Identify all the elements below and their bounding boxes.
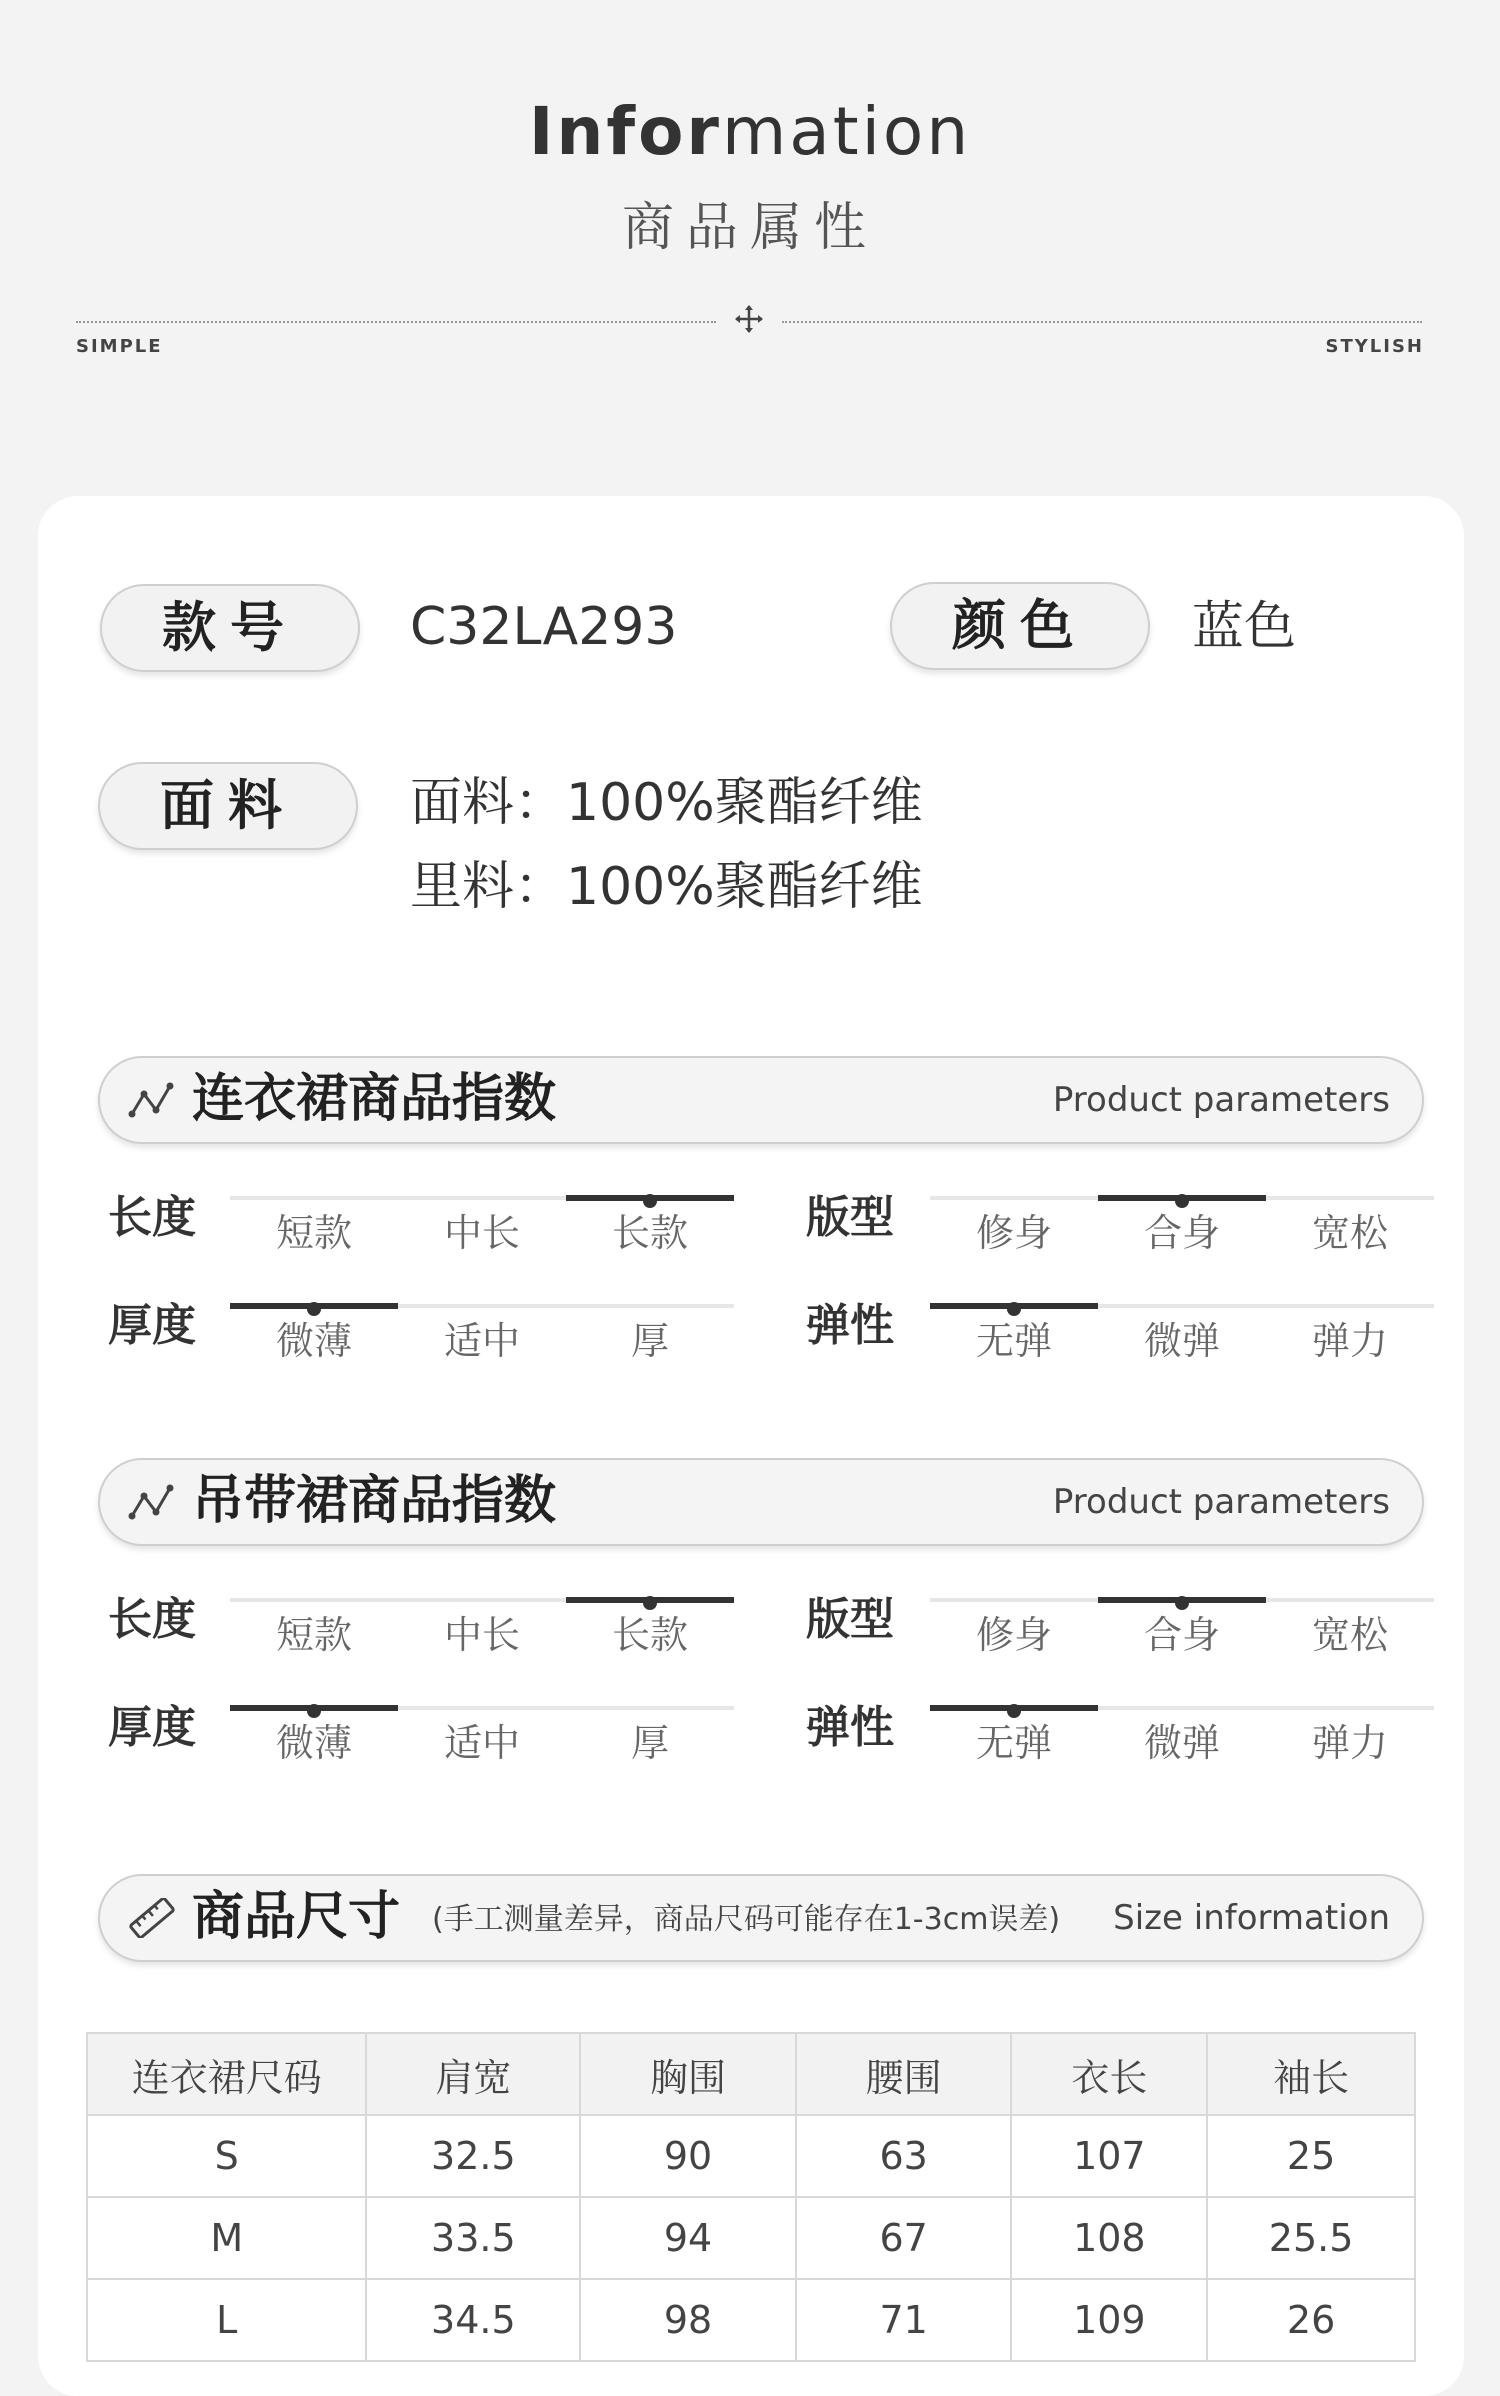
trend-icon bbox=[128, 1482, 176, 1522]
style-number-pill: 款号 bbox=[100, 584, 360, 672]
elastic-scale bbox=[930, 1304, 1434, 1384]
scale-selected-dot bbox=[1175, 1596, 1189, 1610]
table-cell: 34.5 bbox=[366, 2279, 580, 2361]
size-table-header bbox=[87, 2033, 1415, 2115]
table-cell: S bbox=[87, 2115, 366, 2197]
table-cell: 25 bbox=[1207, 2115, 1415, 2197]
header-sleeve: 袖长 bbox=[1207, 2033, 1415, 2115]
table-cell: L bbox=[87, 2279, 366, 2361]
scale-option: 修身 bbox=[975, 1613, 1052, 1657]
header-title: Information bbox=[528, 93, 972, 170]
dress-index-title: 连衣裙商品指数 bbox=[192, 1069, 557, 1129]
scale-option: 微薄 bbox=[275, 1319, 352, 1363]
elastic-label: 弹性 bbox=[806, 1300, 894, 1351]
divider-left bbox=[76, 321, 716, 323]
table-cell: 25.5 bbox=[1207, 2197, 1415, 2279]
scale-option: 微薄 bbox=[275, 1721, 352, 1765]
length-scale bbox=[230, 1196, 734, 1276]
table-cell: 98 bbox=[580, 2279, 796, 2361]
simple-tag: SIMPLE bbox=[76, 336, 163, 357]
scale-option: 长款 bbox=[611, 1211, 688, 1255]
scale-option: 短款 bbox=[275, 1211, 352, 1255]
scale-option: 长款 bbox=[611, 1613, 688, 1657]
table-cell: 33.5 bbox=[366, 2197, 580, 2279]
length-label: 长度 bbox=[108, 1594, 196, 1645]
size-table bbox=[86, 2032, 1416, 2362]
thickness-label: 厚度 bbox=[108, 1300, 196, 1351]
divider-right bbox=[782, 321, 1422, 323]
scale-option: 微弹 bbox=[1143, 1721, 1220, 1765]
table-cell: 107 bbox=[1011, 2115, 1207, 2197]
length-scale bbox=[230, 1598, 734, 1678]
header-shoulder: 肩宽 bbox=[366, 2033, 580, 2115]
scale-option: 适中 bbox=[443, 1319, 520, 1363]
scale-option: 中长 bbox=[443, 1613, 520, 1657]
scale-option: 弹力 bbox=[1311, 1721, 1388, 1765]
scale-selected-dot bbox=[307, 1704, 321, 1718]
fabric-line-2: 里料：100%聚酯纤维 bbox=[410, 857, 923, 917]
dress-index-en: Product parameters bbox=[1052, 1080, 1390, 1120]
scale-option: 修身 bbox=[975, 1211, 1052, 1255]
table-row bbox=[87, 2115, 1415, 2197]
table-row bbox=[87, 2279, 1415, 2361]
fabric-line-1: 面料：100%聚酯纤维 bbox=[410, 773, 923, 833]
scale-option: 无弹 bbox=[975, 1319, 1052, 1363]
header-subtitle: 商品属性 bbox=[621, 198, 878, 258]
scale-selected-dot bbox=[643, 1194, 657, 1208]
table-cell: 90 bbox=[580, 2115, 796, 2197]
elastic-scale bbox=[930, 1706, 1434, 1786]
scale-option: 合身 bbox=[1143, 1211, 1220, 1255]
scale-selected-dot bbox=[643, 1596, 657, 1610]
scale-option: 微弹 bbox=[1143, 1319, 1220, 1363]
table-cell: 32.5 bbox=[366, 2115, 580, 2197]
header-size: 连衣裙尺码 bbox=[87, 2033, 366, 2115]
scale-selected-dot bbox=[1007, 1302, 1021, 1316]
table-cell: 94 bbox=[580, 2197, 796, 2279]
table-cell: 71 bbox=[796, 2279, 1012, 2361]
size-info-note: (手工测量差异，商品尺码可能存在1-3cm误差) bbox=[432, 1902, 1061, 1937]
trend-icon bbox=[128, 1080, 176, 1120]
slip-dress-index-en: Product parameters bbox=[1052, 1482, 1390, 1522]
scale-selected-dot bbox=[1175, 1194, 1189, 1208]
fit-scale bbox=[930, 1598, 1434, 1678]
thickness-scale bbox=[230, 1304, 734, 1384]
ruler-icon bbox=[128, 1898, 176, 1938]
table-cell: 26 bbox=[1207, 2279, 1415, 2361]
scale-option: 短款 bbox=[275, 1613, 352, 1657]
header-length: 衣长 bbox=[1011, 2033, 1207, 2115]
thickness-label: 厚度 bbox=[108, 1702, 196, 1753]
stylish-tag: STYLISH bbox=[1325, 336, 1424, 357]
style-number-value: C32LA293 bbox=[410, 597, 678, 657]
scale-option: 宽松 bbox=[1311, 1613, 1388, 1657]
scale-option: 适中 bbox=[443, 1721, 520, 1765]
table-row bbox=[87, 2197, 1415, 2279]
scale-option: 弹力 bbox=[1311, 1319, 1388, 1363]
header-bust: 胸围 bbox=[580, 2033, 796, 2115]
slip-dress-index-bar bbox=[98, 1458, 1424, 1546]
scale-option: 无弹 bbox=[975, 1721, 1052, 1765]
fit-label: 版型 bbox=[806, 1594, 894, 1645]
size-info-bar bbox=[98, 1874, 1424, 1962]
dress-index-bar bbox=[98, 1056, 1424, 1144]
thickness-scale bbox=[230, 1706, 734, 1786]
table-cell: 109 bbox=[1011, 2279, 1207, 2361]
scale-option: 合身 bbox=[1143, 1613, 1220, 1657]
fabric-pill: 面料 bbox=[98, 762, 358, 850]
length-label: 长度 bbox=[108, 1192, 196, 1243]
color-pill: 颜色 bbox=[890, 582, 1150, 670]
table-cell: 108 bbox=[1011, 2197, 1207, 2279]
table-cell: 67 bbox=[796, 2197, 1012, 2279]
scale-option: 宽松 bbox=[1311, 1211, 1388, 1255]
scale-option: 厚 bbox=[630, 1319, 669, 1363]
scale-selected-dot bbox=[307, 1302, 321, 1316]
fit-scale bbox=[930, 1196, 1434, 1276]
size-info-title: 商品尺寸 bbox=[192, 1887, 401, 1947]
move-icon bbox=[733, 303, 765, 335]
scale-option: 厚 bbox=[630, 1721, 669, 1765]
table-cell: 63 bbox=[796, 2115, 1012, 2197]
scale-selected-dot bbox=[1007, 1704, 1021, 1718]
header-waist: 腰围 bbox=[796, 2033, 1012, 2115]
scale-option: 中长 bbox=[443, 1211, 520, 1255]
table-cell: M bbox=[87, 2197, 366, 2279]
fit-label: 版型 bbox=[806, 1192, 894, 1243]
slip-dress-index-title: 吊带裙商品指数 bbox=[192, 1471, 557, 1531]
elastic-label: 弹性 bbox=[806, 1702, 894, 1753]
size-info-en: Size information bbox=[1113, 1898, 1390, 1938]
color-value: 蓝色 bbox=[1192, 597, 1297, 657]
